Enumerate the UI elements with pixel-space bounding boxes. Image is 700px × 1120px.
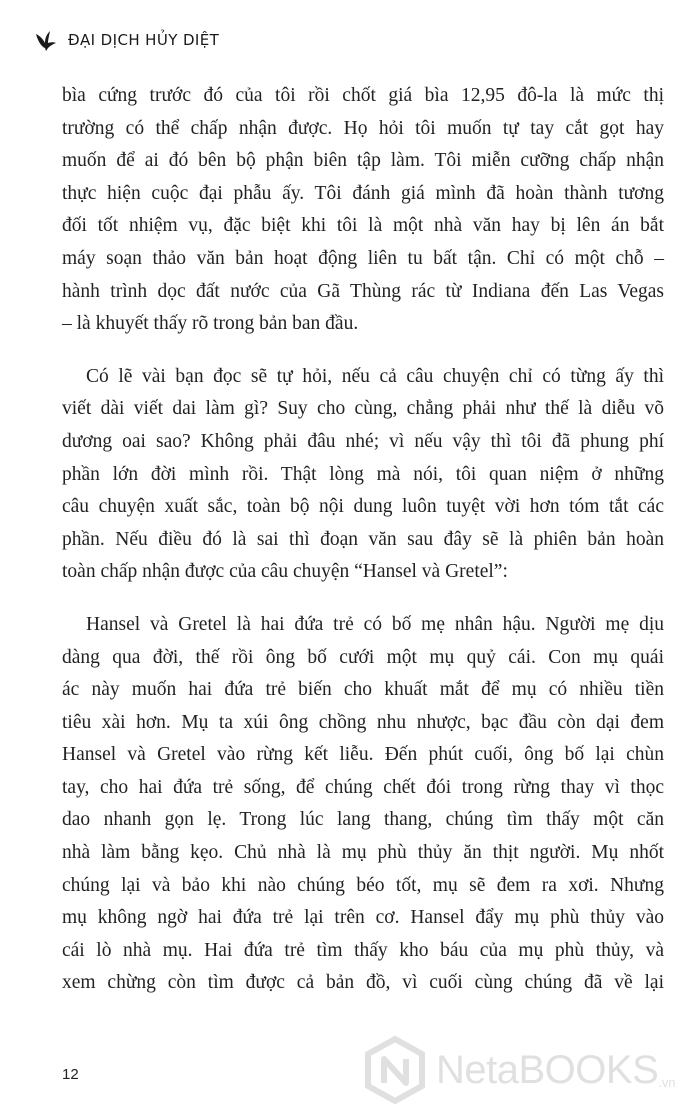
paragraph-gap bbox=[62, 589, 664, 609]
watermark-text: NetaBOOKS bbox=[436, 1047, 659, 1092]
text-line: chúng lại và bảo khi nào chúng béo tốt, mụ sẽ đem ra xơi. Nhưng bbox=[62, 874, 664, 896]
page-number: 12 bbox=[62, 1066, 79, 1083]
text-line: Hansel và Gretel vào rừng kết liễu. Đến phút cuối, ông bố lại chùn bbox=[62, 744, 664, 766]
text-line: nhà làm bằng kẹo. Chủ nhà là mụ phù thủy ăn thịt người. Mụ nhốt bbox=[62, 842, 664, 864]
netabooks-logo-icon bbox=[360, 1035, 430, 1105]
text-line: bìa cứng trước đó của tôi rồi chốt giá bìa 12,95 đô-la là mức thị bbox=[62, 85, 664, 106]
text-line: câu chuyện xuất sắc, toàn bộ nội dung luôn tuyệt vời hơn tóm tắt các bbox=[62, 496, 664, 518]
text-line: dương oai sao? Không phải đâu nhé; vì nếu vậy thì tôi đã phung phí bbox=[62, 430, 664, 452]
paragraph bbox=[62, 609, 664, 1000]
text-line: tiêu xài hơn. Mụ ta xúi ông chồng nhu nhược, bạc đầu còn dại đem bbox=[62, 711, 664, 733]
text-line: hành trình dọc đất nước của Gã Thùng rác từ Indiana đến Las Vegas bbox=[62, 280, 664, 302]
paragraph-gap bbox=[62, 341, 664, 361]
text-line: – là khuyết thấy rõ trong bản ban đầu. bbox=[62, 313, 359, 335]
text-line: máy soạn thảo văn bản hoạt động liên tu bất tận. Chỉ có một chỗ – bbox=[62, 247, 664, 269]
text-line: đối tốt nhiệm vụ, đặc biệt khi tôi là một nhà văn hay bị lên án bắt bbox=[62, 215, 664, 237]
text-line: phần lớn đời mình rồi. Thật lòng mà nói, tôi quan niệm ở những bbox=[62, 463, 664, 485]
watermark bbox=[360, 1020, 700, 1120]
text-line: dàng qua đời, thế rồi ông bố cưới một mụ quỷ cái. Con mụ quái bbox=[62, 646, 664, 668]
text-line: dao nhanh gọn lẹ. Trong lúc lang thang, chúng tìm thấy một căn bbox=[62, 809, 664, 831]
text-line: trường có thể chấp nhận được. Họ hỏi tôi muốn tự tay cắt gọt hay bbox=[62, 117, 664, 139]
text-line: mụ không ngờ hai đứa trẻ lại trên cơ. Hansel đẩy mụ phù thủy vào bbox=[62, 907, 664, 929]
text-line: cái lò nhà mụ. Hai đứa trẻ tìm thấy kho báu của mụ phù thủy, và bbox=[62, 939, 664, 961]
bird-logo-icon bbox=[34, 28, 58, 52]
paragraph bbox=[62, 361, 664, 589]
text-line: thực hiện cuộc đại phẫu ấy. Tôi đánh giá mình đã hoàn thành tương bbox=[62, 182, 664, 204]
text-line: Hansel và Gretel là hai đứa trẻ có bố mẹ nhân hậu. Người mẹ dịu bbox=[86, 613, 664, 635]
text-line: muốn để ai đó bên bộ phận biên tập làm. Tôi miễn cưỡng chấp nhận bbox=[62, 150, 664, 172]
body-text bbox=[62, 80, 664, 1000]
paragraph bbox=[62, 80, 664, 341]
watermark-suffix: .vn bbox=[658, 1075, 676, 1090]
running-header bbox=[34, 28, 219, 52]
text-line: Có lẽ vài bạn đọc sẽ tự hỏi, nếu cả câu chuyện chỉ có từng ấy thì bbox=[86, 365, 664, 387]
text-line: toàn chấp nhận được của câu chuyện “Hansel và Gretel”: bbox=[62, 561, 508, 583]
text-line: xem chừng còn tìm được cả bản đồ, vì cuối cùng chúng đã về lại bbox=[62, 972, 664, 994]
text-line: phần. Nếu điều đó là sai thì đoạn văn sau đây sẽ là phiên bản hoàn bbox=[62, 528, 664, 550]
text-line: ác này muốn hai đứa trẻ biến cho khuất mắt để mụ có nhiều tiền bbox=[62, 679, 664, 701]
running-title: ĐẠI DỊCH HỦY DIỆT bbox=[68, 31, 220, 49]
text-line: tay, cho hai đứa trẻ sống, để chúng chết đói trong rừng thay vì thọc bbox=[62, 776, 664, 798]
text-line: viết dài viết dai làm gì? Suy cho cùng, chẳng phải như thế là diễu võ bbox=[62, 398, 664, 420]
